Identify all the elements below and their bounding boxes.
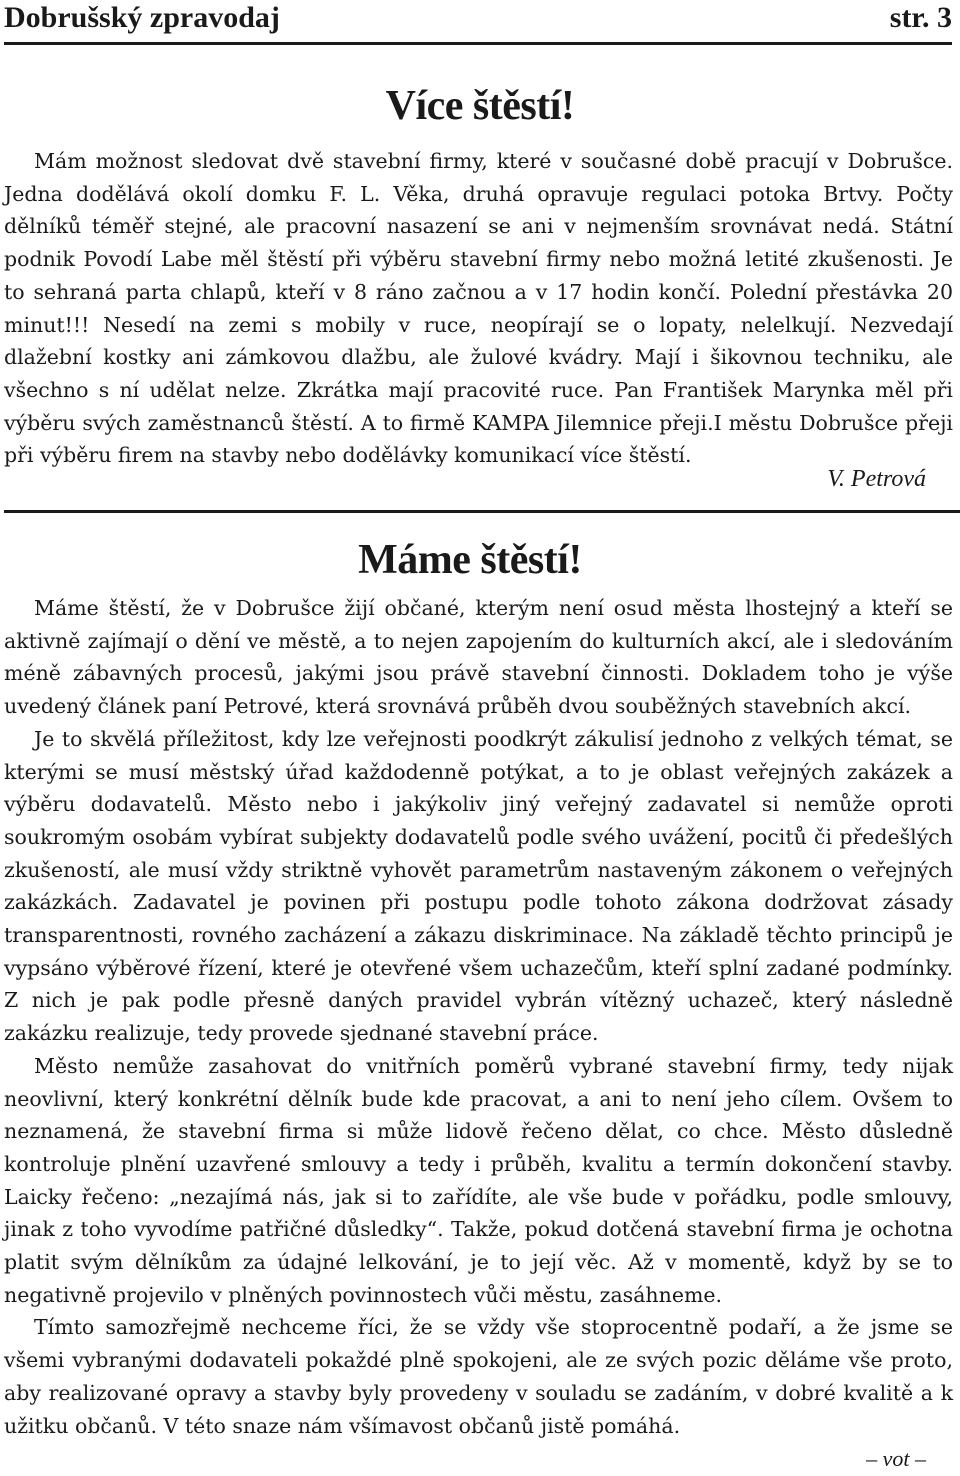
article-body — [4, 592, 953, 1442]
paragraph: Je to skvělá příležitost, kdy lze veřejnosti poodkrýt zákulisí jednoho z velkých témat, se kterými se musí městský úřad každodenně potýkat, a to je oblast veřejných zakázek a výběru dodavatelů. Město nebo i jakýkoliv jiný veřejný zadavatel si nemůže oproti soukromým osobám vybírat subjekty dodavatelů podle svého uvážení, pocitů či předešlých zkušeností, ale musí vždy striktně vyhovět parametrům nastaveným zákonem o veřejných zakázkách. Zadavatel je povinen při postupu podle tohoto zákona dodržovat zásady transparentnosti, rovného zacházení a zákazu diskriminace. Na základě těchto principů je vypsáno výběrové řízení, které je otevřené všem uchazečům, kteří splní zadané podmínky. Z nich je pak podle přesně daných pravidel vybrán vítězný uchazeč, který následně zakázku realizuje, tedy provede sjednané stavební práce. — [4, 726, 953, 1046]
paragraph: Máme štěstí, že v Dobrušce žijí občané, kterým není osud města lhostejný a kteří se aktivně zajímají o dění ve městě, a to nejen zapojením do kulturních akcí, ale i sledováním méně zábavných procesů, jakými jsou právě stavební činnosti. Dokladem toho je výše uvedený článek paní Petrové, která srovnává průběh dvou souběžných stavebních akcí. — [4, 596, 953, 719]
article-title: Více štěstí! — [385, 83, 575, 129]
publication-title: Dobrušský zpravodaj — [4, 1, 280, 34]
paragraph: Město nemůže zasahovat do vnitřních poměrů vybrané stavební firmy, tedy nijak neovlivní, který konkrétní dělník bude kde pracovat, a ani to není jeho cílem. Ovšem to neznamená, že stavební firma si může lidově řečeno dělat, co chce. Město důsledně kontroluje plnění uzavřené smlouvy a tedy i průběh, kvalitu a termín dokončení stavby. Laicky řečeno: „nezajímá nás, jak si to zařídíte, ale vše bude v pořádku, podle smlouvy, jinak z toho vyvodíme patřičné důsledky“. Takže, pokud dotčená stavební firma je ochotna platit svým dělníkům za údajné lelkování, je to její věc. Až v momentě, když by se to negativně projevilo v plněných povinnostech vůči městu, zasáhneme. — [4, 1053, 953, 1307]
article-body — [4, 145, 953, 472]
paragraph: Tímto samozřejmě nechceme říci, že se vždy vše stoprocentně podaří, a že jsme se všemi vybranými dodavateli pokaždé plně spokojeni, ale ze svých pozic děláme vše proto, aby realizované opravy a stavby byly provedeny v souladu se zadáním, v dobré kvalitě a k užitku občanů. V této snaze nám všímavost občanů jistě pomáhá. — [4, 1315, 953, 1438]
page-header — [4, 0, 952, 45]
section-divider — [4, 510, 960, 513]
article-author: V. Petrová — [827, 466, 926, 492]
article-author: – vot – — [866, 1446, 926, 1471]
article-title: Máme štěstí! — [358, 537, 582, 583]
page-number: str. 3 — [889, 1, 952, 34]
paragraph: Mám možnost sledovat dvě stavební firmy, které v současné době pracují v Dobrušce. Jedna dodělává okolí domku F. L. Věka, druhá opravuje regulaci potoka Brtvy. Počty dělníků téměř stejné, ale pracovní nasazení se ani v nejmenším srovnávat nedá. Státní podnik Povodí Labe měl štěstí při výběru stavební firmy nebo možná letité zkušenosti. Je to sehraná parta chlapů, kteří v 8 ráno začnou a v 17 hodin končí. Polední přestávka 20 minut!!! Nesedí na zemi s mobily v ruce, neopírají se o lopaty, nelelkují. Nezvedají dlažební kostky ani zámkovou dlažbu, ale žulové kvádry. Mají i šikovnou techniku, ale všechno s ní udělat nelze. Zkrátka mají pracovité ruce. Pan František Marynka měl při výběru svých zaměstnanců štěstí. A to firmě KAMPA Jilemnice přeji.I městu Dobrušce přeji při výběru firem na stavby nebo dodělávky komunikací více štěstí. — [4, 149, 953, 468]
